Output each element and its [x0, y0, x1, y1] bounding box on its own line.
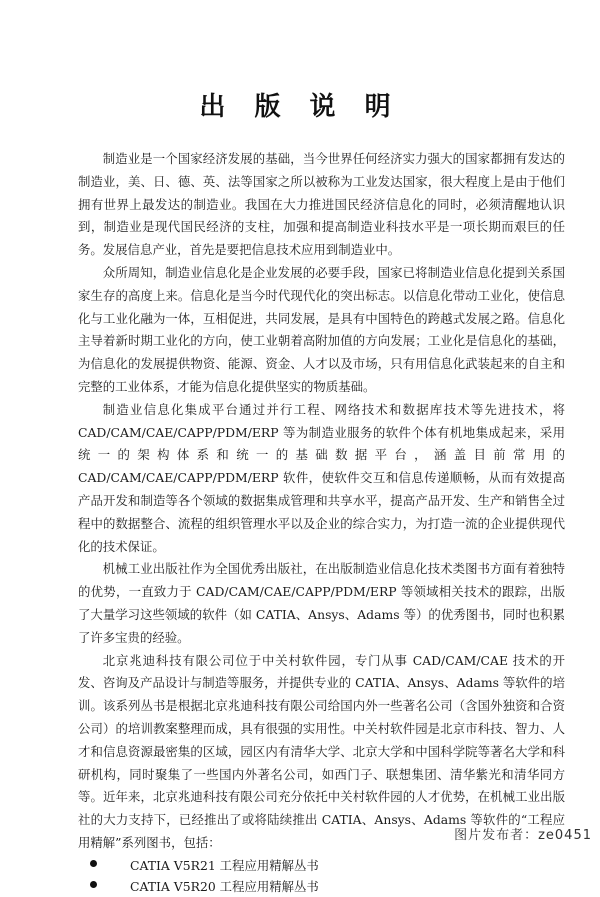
book-series-list	[78, 855, 565, 897]
paragraph: 制造业信息化集成平台通过并行工程、网络技术和数据库技术等先进技术，将CAD/CAM/CAE/CAPP/PDM/ERP 等为制造业服务的软件个体有机地集成起来，采用统一的架构体系和统一的基础数据平台，涵盖目前常用的 CAD/CAM/CAE/CAPP/PDM/ERP 软件，使软件交互和信息传递顺畅，从而有效提高产品开发和制造等各个领域的数据集成管理和共享水平，提高产品开发、生产和销售全过程中的数据整合、流程的组织管理水平以及企业的综合实力，为打造一流的企业提供现代化的技术保证。	[78, 401, 565, 554]
list-item	[90, 876, 565, 897]
list-item-label: CATIA V5R20 工程应用精解丛书	[130, 878, 319, 894]
paragraph: 制造业是一个国家经济发展的基础，当今世界任何经济实力强大的国家都拥有发达的制造业，美、日、德、英、法等国家之所以被称为工业发达国家，很大程度上是由于他们拥有世界上最发达的制造业。我国在大力推进国民经济信息化的同时，必须清醒地认识到，制造业是现代国民经济的支柱，加强和提高制造业科技水平是一项长期而艰巨的任务。发展信息产业，首先是要把信息技术应用到制造业中。	[78, 151, 565, 258]
list-item-label: CATIA V5R21 工程应用精解丛书	[130, 857, 319, 873]
paragraph: 机械工业出版社作为全国优秀出版社，在出版制造业信息化技术类图书方面有着独特的优势，一直致力于 CAD/CAM/CAE/CAPP/PDM/ERP 等领域相关技术的跟踪，出版了大量学习这些领域的软件（如 CATIA、Ansys、Adams 等）的优秀图书，同时也积累了许多宝贵的经验。	[78, 561, 565, 645]
document-body	[78, 148, 565, 897]
page-title: 出 版 说 明	[199, 92, 401, 122]
publisher-watermark: 图片发布者：ze0451	[454, 828, 592, 843]
bullet-icon	[90, 881, 97, 888]
paragraph: 众所周知，制造业信息化是企业发展的必要手段，国家已将制造业信息化提到关系国家生存的高度上来。信息化是当今时代现代化的突出标志。以信息化带动工业化，使信息化与工业化融为一体，互相促进，共同发展，是具有中国特色的跨越式发展之路。信息化主导着新时期工业化的方向，使工业朝着高附加值的方向发展；工业化是信息化的基础，为信息化的发展提供物资、能源、资金、人才以及市场，只有用信息化武装起来的自主和完整的工业体系，才能为信息化提供坚实的物质基础。	[78, 264, 565, 394]
paragraph: 北京兆迪科技有限公司位于中关村软件园，专门从事 CAD/CAM/CAE 技术的开发、咨询及产品设计与制造等服务，并提供专业的 CATIA、Ansys、Adams 等软件的培训。该系列丛书是根据北京兆迪科技有限公司给国内外一些著名公司（含国外独资和合资公司）的培训教案整理而成，具有很强的实用性。中关村软件园是北京市科技、智力、人才和信息资源最密集的区域，园区内有清华大学、北京大学和中国科学院等著名大学和科研机构，同时聚集了一些国内外著名公司，如西门子、联想集团、清华紫光和清华同方等。近年来，北京兆迪科技有限公司充分依托中关村软件园的人才优势，在机械工业出版社的大力支持下，已经推出了或将陆续推出 CATIA、Ansys、Adams 等软件的“工程应用精解”系列图书，包括：	[78, 652, 565, 850]
bullet-icon	[90, 860, 97, 867]
